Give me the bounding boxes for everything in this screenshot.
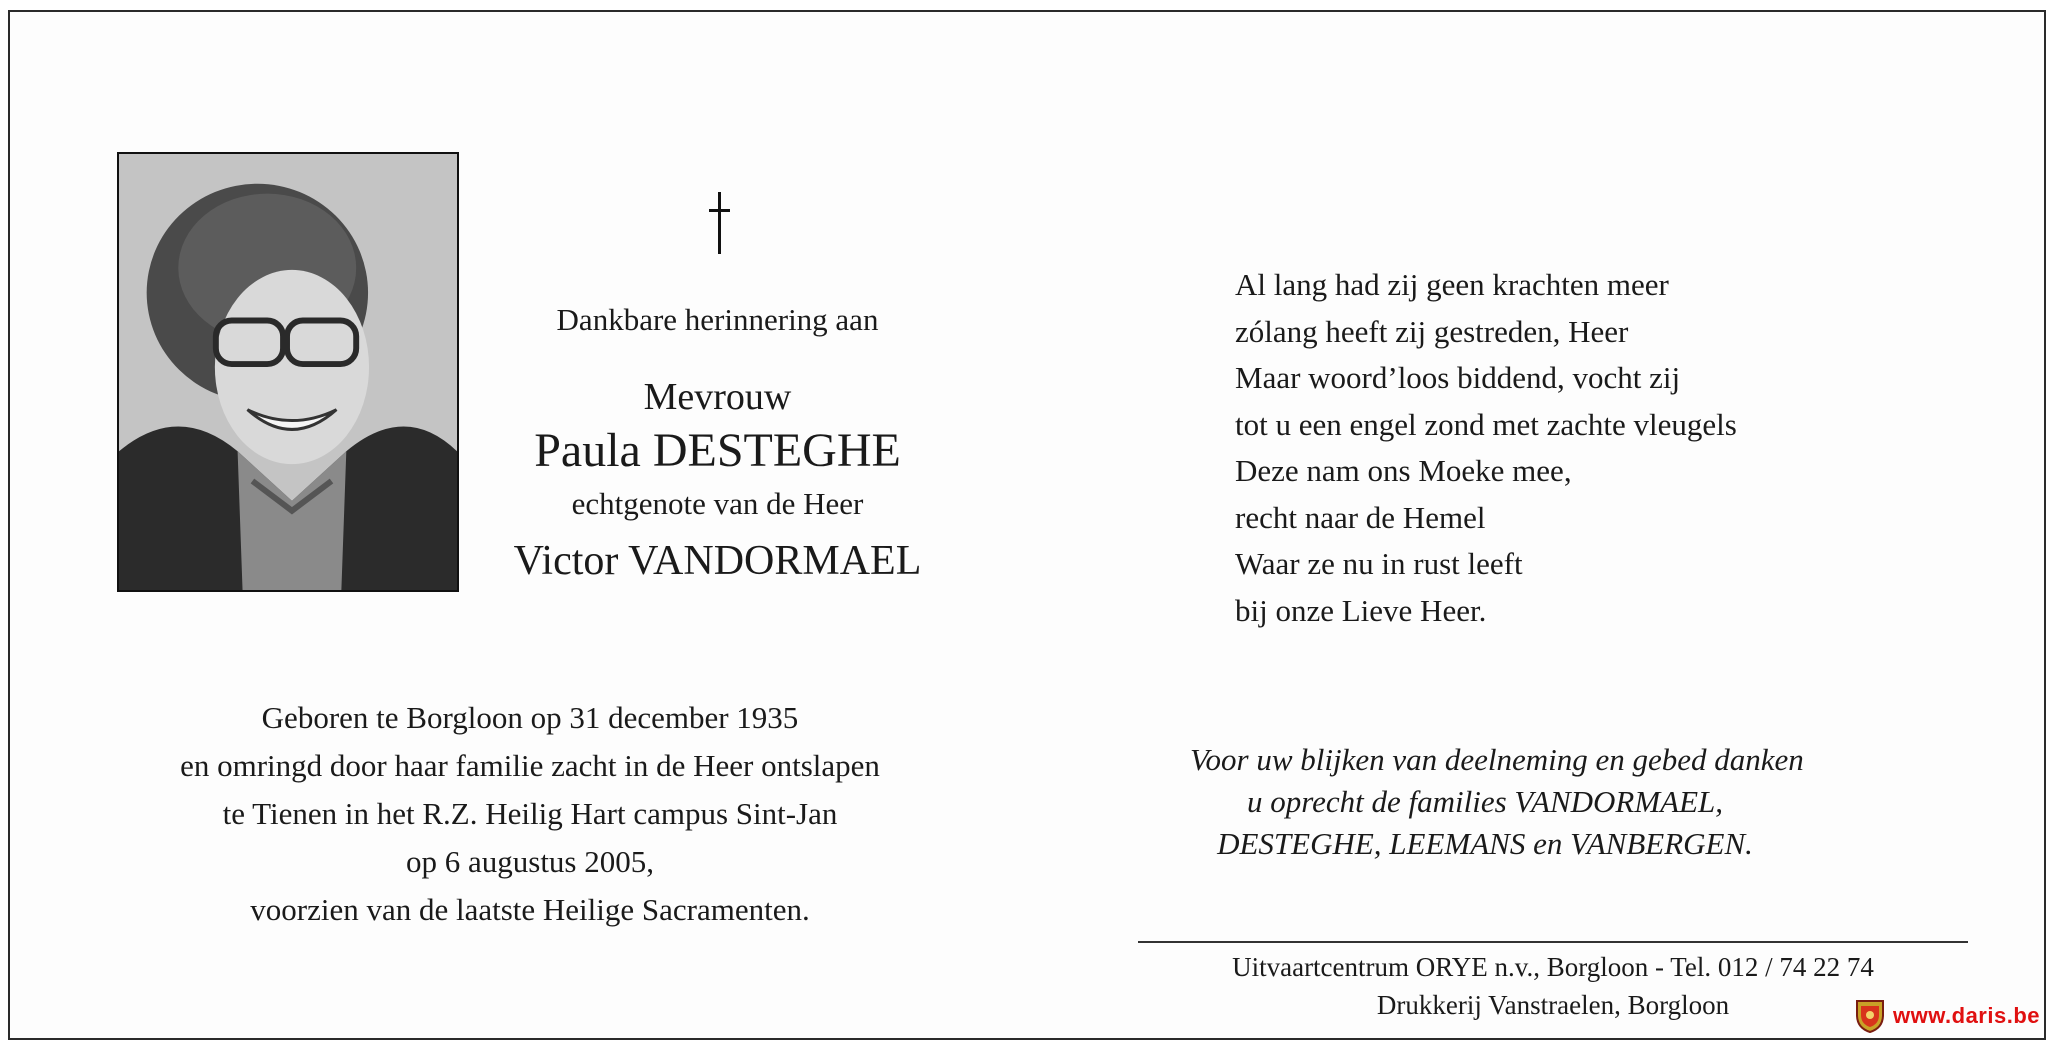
- birth-death-details: [115, 694, 945, 934]
- detail-line: te Tienen in het R.Z. Heilig Hart campus Sint-Jan: [222, 796, 838, 831]
- detail-line: en omringd door haar familie zacht in de Heer ontslapen: [180, 748, 880, 783]
- thanks-line: u oprecht de families VANDORMAEL,: [1246, 784, 1724, 819]
- poem-line: bij onze Lieve Heer.: [1235, 592, 1487, 628]
- shield-icon: [1855, 998, 1885, 1034]
- detail-line: voorzien van de laatste Heilige Sacramenten.: [250, 892, 810, 927]
- thanks-line: Voor uw blijken van deelneming en gebed danken: [1190, 742, 1804, 777]
- deceased-name: Paula DESTEGHE: [534, 424, 901, 477]
- poem-line: Maar woord’loos biddend, vocht zij: [1235, 360, 1681, 395]
- relation-text: echtgenote van de Heer: [571, 486, 864, 521]
- cross-icon: [700, 192, 740, 260]
- detail-line: Geboren te Borgloon op 31 december 1935: [261, 700, 799, 735]
- printer-line: Drukkerij Vanstraelen, Borgloon: [1376, 990, 1730, 1020]
- intro-text: Dankbare herinnering aan: [556, 302, 879, 337]
- spouse-name: Victor VANDORMAEL: [513, 538, 922, 584]
- site-watermark[interactable]: [1855, 998, 2040, 1034]
- thanks-line: DESTEGHE, LEEMANS en VANBERGEN.: [1217, 826, 1753, 861]
- funeral-home-line: Uitvaartcentrum ORYE n.v., Borgloon - Tel. 012 / 74 22 74: [1232, 952, 1874, 982]
- poem-line: zólang heeft zij gestreden, Heer: [1235, 313, 1629, 349]
- detail-line: op 6 augustus 2005,: [406, 844, 654, 879]
- thanks-note: [1190, 739, 1804, 865]
- footer: [1138, 948, 1968, 1024]
- memorial-card: [8, 10, 2046, 1040]
- poem: [1235, 262, 1737, 634]
- footer-divider: [1138, 941, 1968, 943]
- poem-line: Deze nam ons Moeke mee,: [1235, 453, 1572, 488]
- title-text: Mevrouw: [643, 376, 792, 418]
- poem-line: Waar ze nu in rust leeft: [1235, 546, 1523, 581]
- portrait-photo: [117, 152, 459, 592]
- portrait-illustration: [119, 154, 457, 590]
- poem-line: tot u een engel zond met zachte vleugels: [1235, 406, 1737, 442]
- poem-line: recht naar de Hemel: [1235, 499, 1486, 535]
- poem-line: Al lang had zij geen krachten meer: [1235, 267, 1669, 302]
- watermark-text[interactable]: www.daris.be: [1893, 1003, 2041, 1028]
